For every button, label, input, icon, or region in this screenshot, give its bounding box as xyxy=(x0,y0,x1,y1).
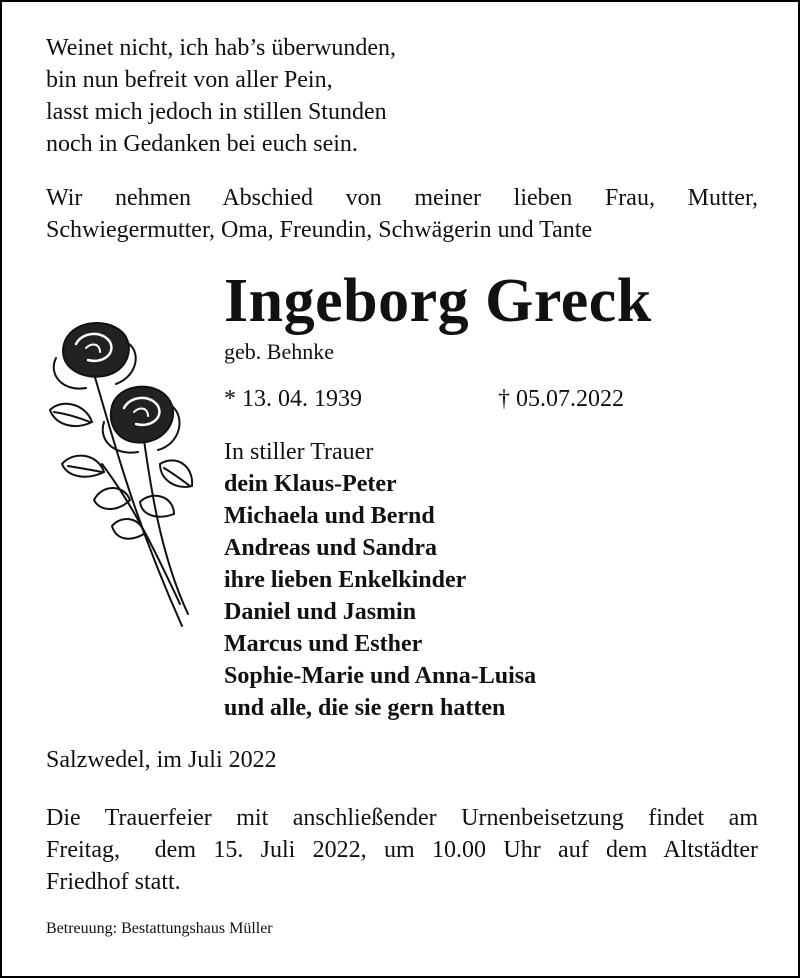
mourners-list xyxy=(224,436,536,724)
mourner-line: ihre lieben Enkelkinder xyxy=(224,567,467,593)
mourner-line: Michaela und Bernd xyxy=(224,503,435,529)
poem-line: Weinet nicht, ich hab’s überwunden, xyxy=(46,35,396,61)
mourners-intro: In stiller Trauer xyxy=(224,439,374,465)
mourner-line: Sophie-Marie und Anna-Luisa xyxy=(224,663,537,689)
mourner-line: Daniel und Jasmin xyxy=(224,599,417,625)
mourner-line: Andreas und Sandra xyxy=(224,535,437,561)
place-date: Salzwedel, im Juli 2022 xyxy=(46,747,277,773)
poem-line: bin nun befreit von aller Pein, xyxy=(46,67,333,93)
service-line: Freitag, dem 15. Juli 2022, um 10.00 Uhr auf dem Altstädter xyxy=(46,837,758,863)
farewell-text xyxy=(46,182,758,246)
mourner-line: Marcus und Esther xyxy=(224,631,423,657)
birth-name: geb. Behnke xyxy=(224,339,334,364)
poem-line: noch in Gedanken bei euch sein. xyxy=(46,131,358,157)
service-line: Die Trauerfeier mit anschließender Urnenbeisetzung findet am xyxy=(46,805,758,831)
mourner-line: dein Klaus-Peter xyxy=(224,471,397,497)
mourner-line: und alle, die sie gern hatten xyxy=(224,695,506,721)
death-date: † 05.07.2022 xyxy=(498,386,624,412)
birth-date: * 13. 04. 1939 xyxy=(224,386,362,412)
farewell-line: Schwiegermutter, Oma, Freundin, Schwägerin und Tante xyxy=(46,217,593,243)
undertaker: Betreuung: Bestattungshaus Müller xyxy=(46,920,273,937)
roses-icon xyxy=(42,314,202,634)
farewell-line: Wir nehmen Abschied von meiner lieben Frau, Mutter, xyxy=(46,185,758,211)
funeral-service-info xyxy=(46,802,758,898)
poem-line: lasst mich jedoch in stillen Stunden xyxy=(46,99,387,125)
poem xyxy=(46,32,396,160)
deceased-name: Ingeborg Greck xyxy=(224,267,652,335)
service-line: Friedhof statt. xyxy=(46,869,181,895)
